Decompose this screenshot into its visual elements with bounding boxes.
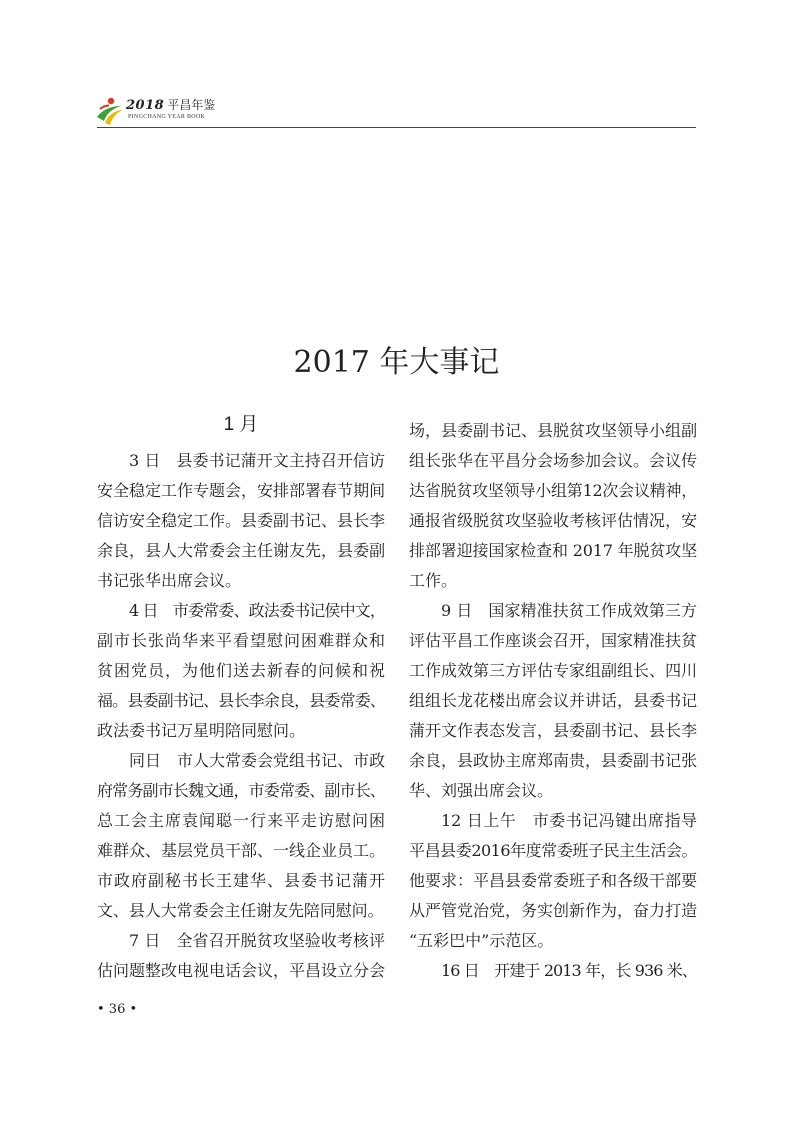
text-line	[97, 626, 385, 656]
event-paragraph	[409, 596, 697, 806]
text-line-content: 他要求：平昌县委常委班子和各级干部要	[409, 871, 697, 890]
left-column	[97, 416, 385, 986]
text-line-content: 工作。	[409, 571, 458, 590]
text-line-content: 副市长张尚华来平看望慰问困难群众和	[97, 631, 385, 650]
text-line-content: 余良，县人大常委会主任谢友先，县委副	[97, 541, 385, 560]
text-line	[97, 536, 385, 566]
header-rule	[97, 127, 696, 128]
yearbook-logo-text	[126, 97, 215, 114]
event-paragraph	[409, 806, 697, 956]
text-line	[97, 476, 385, 506]
text-line	[97, 896, 385, 926]
text-line	[97, 866, 385, 896]
text-line-content: 16 日 开建于 2013 年，长 936 米、	[441, 961, 697, 980]
text-line	[409, 446, 697, 476]
text-line-content: 政法委书记万星明陪同慰问。	[97, 721, 306, 740]
text-line	[409, 476, 697, 506]
logo-year: 2018	[126, 98, 165, 113]
text-line-content: 同日 市人大常委会党组书记、市政	[129, 751, 385, 770]
text-line-content: 市政府副秘书长王建华、县委书记蒲开	[97, 871, 385, 890]
text-line-content: 贫困党员，为他们送去新春的问候和祝	[97, 661, 385, 680]
event-paragraph	[97, 926, 385, 986]
text-line-content: 组长张华在平昌分会场参加会议。会议传	[409, 451, 697, 470]
text-line	[409, 716, 697, 746]
text-line-content: 组组长龙花楼出席会议并讲话，县委书记	[409, 691, 697, 710]
text-line	[97, 716, 385, 746]
text-line-content: 华、刘强出席会议。	[409, 781, 554, 800]
text-line	[97, 926, 385, 956]
page-number: • 36 •	[97, 1002, 138, 1017]
text-line	[409, 686, 697, 716]
right-column	[409, 416, 697, 986]
text-line-content: 4 日 市委常委、政法委书记侯中文，	[129, 601, 385, 620]
text-line	[409, 956, 697, 986]
text-line-content: 从严管党治党，务实创新作为，奋力打造	[409, 901, 697, 920]
text-line-content: “五彩巴中”示范区。	[409, 931, 554, 950]
text-line-content: 文、县人大常委会主任谢友先陪同慰问。	[97, 901, 384, 920]
text-line	[409, 806, 697, 836]
text-line	[409, 896, 697, 926]
text-line-content: 达省脱贫攻坚领导小组第12次会议精神，	[409, 481, 697, 500]
event-paragraph	[97, 596, 385, 746]
event-paragraph	[409, 956, 697, 986]
text-line-content: 评估平昌工作座谈会召开，国家精准扶贫	[409, 631, 697, 650]
text-line-content: 余良，县政协主席郑南贵，县委副书记张	[409, 751, 697, 770]
text-line	[409, 866, 697, 896]
text-line	[97, 566, 385, 596]
logo-head-shape	[108, 98, 114, 104]
text-line	[409, 416, 697, 446]
text-line-content: 蒲开文作表态发言，县委副书记、县长李	[409, 721, 697, 740]
text-line-content: 场，县委副书记、县脱贫攻坚领导小组副	[409, 421, 697, 440]
text-line-content: 通报省级脱贫攻坚验收考核评估情况，安	[409, 511, 697, 530]
text-line	[97, 776, 385, 806]
text-line	[409, 536, 697, 566]
text-line	[97, 956, 385, 986]
month-heading: 1 月	[223, 414, 259, 435]
text-line-content: 府常务副市长魏文通，市委常委、副市长、	[97, 781, 385, 800]
text-line-content: 难群众、基层党员干部、一线企业员工。	[97, 841, 385, 860]
text-line-content: 3 日 县委书记蒲开文主持召开信访	[129, 451, 385, 470]
text-line-content: 福。县委副书记、县长李余良，县委常委、	[97, 691, 385, 710]
text-line	[409, 656, 697, 686]
pingchang-logo-icon	[95, 96, 125, 126]
text-line-content: 9 日 国家精准扶贫工作成效第三方	[441, 601, 697, 620]
text-line	[97, 806, 385, 836]
text-line-content: 总工会主席袁闻聪一行来平走访慰问困	[97, 811, 385, 830]
text-line	[97, 746, 385, 776]
text-line-content: 估问题整改电视电话会议，平昌设立分会	[97, 961, 385, 980]
text-line-content: 信访安全稳定工作。县委副书记、县长李	[97, 511, 385, 530]
event-paragraph	[97, 446, 385, 596]
text-line	[409, 836, 697, 866]
text-line	[97, 656, 385, 686]
text-line-content: 排部署迎接国家检查和 2017 年脱贫攻坚	[409, 541, 697, 560]
text-line	[97, 836, 385, 866]
event-paragraph	[409, 416, 697, 596]
text-line-content: 书记张华出席会议。	[97, 571, 242, 590]
text-line	[409, 626, 697, 656]
text-line	[97, 596, 385, 626]
text-line	[409, 746, 697, 776]
text-line	[409, 566, 697, 596]
logo-subtitle: PINGCHANG YEAR BOOK	[128, 114, 206, 120]
text-line	[409, 596, 697, 626]
text-line	[409, 776, 697, 806]
text-line	[97, 446, 385, 476]
logo-red-arm-shape	[100, 106, 109, 110]
text-line-content: 7 日 全省召开脱贫攻坚验收考核评	[129, 931, 385, 950]
text-line	[409, 926, 697, 956]
text-line	[409, 506, 697, 536]
event-paragraph	[97, 746, 385, 926]
text-line-content: 安全稳定工作专题会，安排部署春节期间	[97, 481, 385, 500]
text-line-content: 12 日上午 市委书记冯键出席指导	[441, 811, 697, 830]
text-line	[97, 686, 385, 716]
text-line	[97, 506, 385, 536]
text-line-content: 平昌县委2016年度常委班子民主生活会。	[409, 841, 697, 860]
text-line-content: 工作成效第三方评估专家组副组长、四川	[409, 661, 697, 680]
logo-title: 平昌年鉴	[167, 98, 216, 112]
page-title: 2017 年大事记	[293, 345, 500, 380]
